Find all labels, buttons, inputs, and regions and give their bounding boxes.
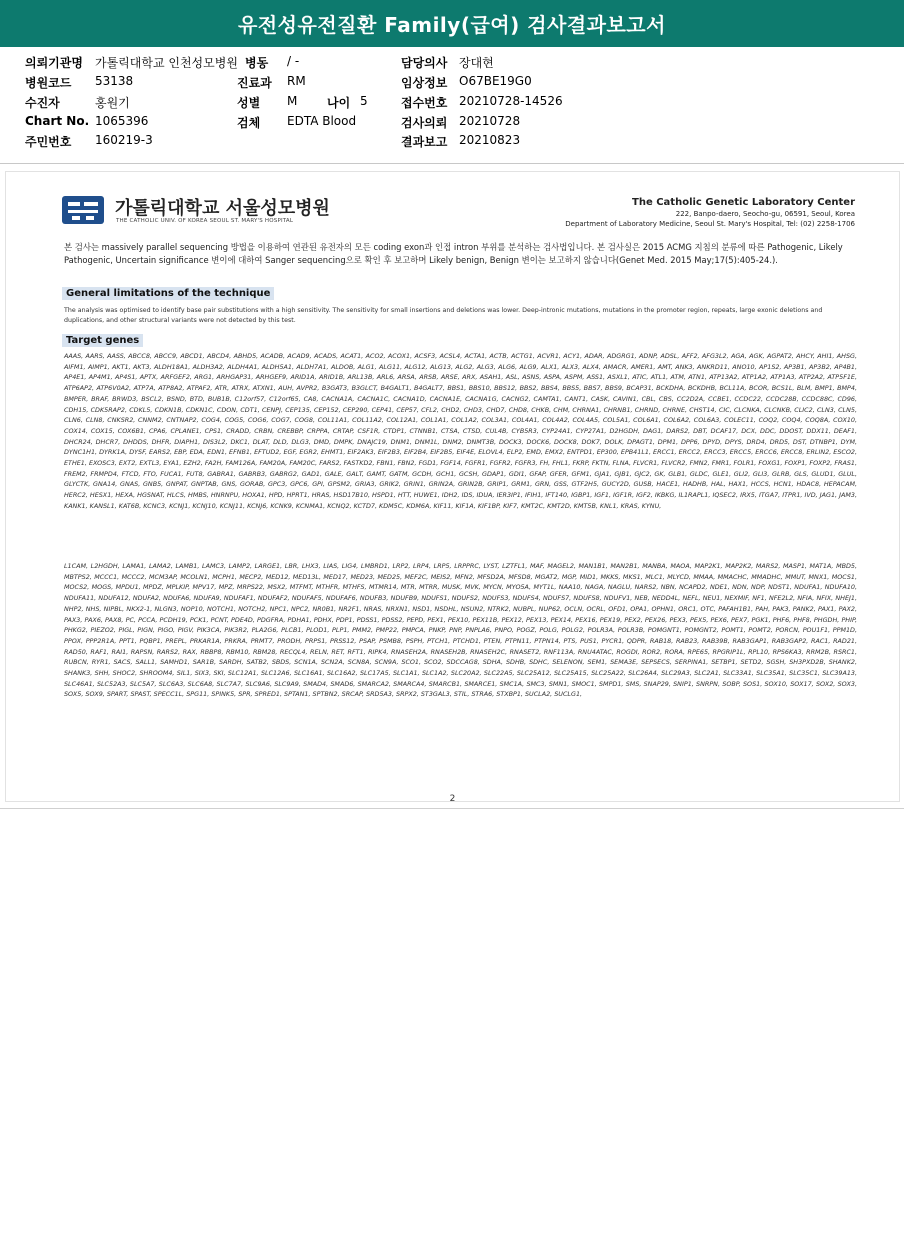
report-title-bar [0, 0, 904, 47]
examinee-label: 수진자 [25, 96, 60, 110]
limitations-heading: General limitations of the technique [62, 287, 274, 300]
lab-center-department: Department of Laboratory Medicine, Seoul St. Mary's Hospital, Tel: (02) 2258-1706 [565, 220, 855, 228]
bottom-divider [0, 808, 904, 809]
report-date-value: 20210823 [459, 133, 521, 147]
sex-value: M [287, 94, 298, 108]
specimen-value: EDTA Blood [287, 114, 357, 128]
page-number: 2 [449, 794, 456, 802]
clinical-info-label: 임상정보 [401, 76, 448, 90]
hospital-name: 가톨릭대학교 서울성모병원 [115, 198, 330, 219]
request-date-label: 검사의뢰 [401, 116, 448, 130]
specimen-label: 검체 [237, 116, 261, 130]
sex-label: 성별 [237, 96, 261, 110]
lab-center-address: 222, Banpo-daero, Seocho-gu, 06591, Seoul, Korea [675, 210, 855, 218]
gene-list-block-1: AAAS, AARS, AASS, ABCC8, ABCC9, ABCD1, ABCD4, ABHD5, ACADB, ACAD9, ACADS, ACAT1, ACO2, ACOX1, ACSF3, ACSL4, ACTA1, ACTB, ACTG1, ACVR1, ACY1, ADAR, ADGRG1, ADNP, ADSL, AFF2, AFG3L2, AGA, AGK, AGPAT2, AHCY, AHI1, AHSG, AIFM1, AIMP1, AKT1, AKT3, ALDH18A1, ALDH3A2, ALDH4A1, ALDH5A1, ALDH7A1, ALDOB, ALG1, ALG11, ALG12, ALG13, ALG2, ALG3, ALG6, ALG9, ALX1, ALX3, ALX4, AMACR, AMER1, AMT, ANK3, ANKRD11, ANO10, AP1S2, AP3B1, AP3B2, AP4B1, AP4E1, AP4M1, AP4S1, APTX, ARFGEF2, ARG1, ARHGAP31, ARHGEF9, ARID1A, ARID1B, ARL13B, ARL6, ARSA, ARSB, ARSE, ARX, ASAH1, ASL, ASNS, ASPA, ASPM, ASS1, ASXL1, ATIC, ATL1, ATM, ATN1, ATP13A2, ATP1A2, ATP1A3, ATP2A2, ATP5F1E, ATP6AP2, ATP6V0A2, ATP7A, ATP8A2, ATPAF2, ATR, ATRX, ATXN1, AUH, AVPR2, B3GAT3, B3GLCT, B4GALT1, B4GALT7, BBS1, BBS10, BBS12, BBS2, BBS4, BBS5, BBS7, BBS9, BCAP31, BCKDHA, BCKDHB, BCL11A, BCOR, BCS1L, BLM, BMP1, BMP4, BMPER, BRAF, BRWD3, BSCL2, BSND, BTD, BUB1B, C12orf57, C12orf65, CA8, CACNA1A, CACNA1C, CACNA1D, CACNA1E, CACNA1G, CACNG2, CAMTA1, CANT1, CASK, CAVIN1, CBL, CBS, CC2D2A, CCBE1, CCDC22, CCDC28B, CCDC88C, CD96, CDH15, CDK5RAP2, CDKL5, CDKN1B, CDKN1C, CDON, CDT1, CENPJ, CEP135, CEP152, CEP290, CEP41, CEP57, CFL2, CHD2, CHD3, CHD7, CHD8, CHKB, CHM, CHRNA1, CHRNB1, CHRND, CHRNE, CHST14, CIC, CLCNKA, CLCNKB, CLIC2, CLN3, CLN5, CLN6, CLN8, CNKSR2, CNNM2, CNTNAP2, COG4, COG5, COG6, COG7, COG8, COL11A1, COL11A2, COL12A1, COL1A1, COL1A2, COL3A1, COL4A1, COL4A2, COL4A5, COL5A1, COL6A1, COL6A2, COL6A3, COLEC11, COQ2, COQ4, COQ8A, COX10, COX14, COX15, COX6B1, CPA6, CPLANE1, CPS1, CRADD, CRBN, CREBBP, CRPPA, CRTAP, CSF1R, CTDP1, CTNNB1, CTSA, CTSD, CUL4B, CYB5R3, CYP24A1, CYP27A1, D2HGDH, DAG1, DARS2, DBT, DCAF17, DCX, DDC, DDOST, DDX11, DEAF1, DHCR24, DHCR7, DHDDS, DHFR, DIAPH1, DIS3L2, DKC1, DLAT, DLD, DLG3, DMD, DMPK, DNAJC19, DNM1, DNM1L, DNM2, DNMT3B, DOCK3, DOCK6, DOCK8, DOK7, DOLK, DPAGT1, DPM1, DPP6, DPYD, DPYS, DRD4, DRD5, DST, DTNBP1, DYM, DYNC1H1, DYRK1A, DYSF, EARS2, EBP, EDA, EDN1, EFNB1, EFTUD2, EGF, EGR2, EHMT1, EIF2AK3, EIF2B3, EIF2B4, EIF2B5, EIF4E, ELOVL4, ELP2, EMD, EMX2, ENTPD1, EP300, EPB41L1, ERCC1, ERCC2, ERCC3, ERCC5, ERCC6, ERCC8, ERLIN2, ESCO2, ETHE1, EXOSC3, EXT2, EXTL3, EYA1, EZH2, FA2H, FAM126A, FAM20A, FAM20C, FARS2, FASTKD2, FBN1, FBN2, FGD1, FGF14, FGFR1, FGFR2, FGFR3, FH, FHL1, FKRP, FKTN, FLNA, FLVCR1, FLVCR2, FMN2, FMR1, FOLR1, FOXG1, FOXP1, FOXP2, FRAS1, FREM2, FRMPD4, FTCD, FTO, FUCA1, FUT8, GABRA1, GABRB3, GABRG2, GAD1, GALE, GALT, GAMT, GATM, GCDH, GCH1, GCSH, GDAP1, GDI1, GFAP, GFER, GFM1, GJA1, GJB1, GJC2, GK, GLB1, GLDC, GLE1, GLI2, GLI3, GLRB, GLS, GLUD1, GLUL, GLYCTK, GNA14, GNAS, GNB5, GNPAT, GNPTAB, GNS, GORAB, GPC3, GPC6, GPI, GPSM2, GRIA3, GRIK2, GRIN1, GRIN2A, GRIN2B, GRIP1, GRM1, GRN, GSS, GTF2H5, GUCY2D, GUSB, HACE1, HADHB, HAL, HAX1, HCCS, HCN1, HDAC8, HEPACAM, HERC2, HESX1, HEXA, HGSNAT, HLCS, HMBS, HNRNPU, HOXA1, HPD, HPRT1, HRAS, HSD17B10, HSPD1, HTT, HUWE1, IDH2, IDS, IDUA, IER3IP1, IFIH1, IFT140, IGBP1, IGF1, IGF1R, IGF2, IKBKG, IL1RAPL1, IQSEC2, IRX5, ITGA7, ITPR1, IVD, JAG1, JAM3, KANK1, KANSL1, KAT6B, KCNC3, KCNJ1, KCNJ10, KCNJ11, KCNJ6, KCNK9, KCNMA1, KCNQ2, KCTD7, KDM5C, KDM6A, KIF11, KIF1A, KIF1BP, KIF7, KMT2C, KMT2D, KMT5B, KNL1, KRAS, KYNU, [64, 352, 857, 510]
receipt-label: 접수번호 [401, 96, 448, 110]
physician-label: 담당의사 [401, 56, 448, 70]
receipt-value: 20210728-14526 [459, 94, 563, 108]
lab-center-info [565, 197, 855, 228]
ward-label: 병동 [245, 56, 269, 70]
hospital-code-label: 병원코드 [25, 76, 72, 90]
hospital-code-value: 53138 [95, 74, 134, 88]
department-label: 진료과 [237, 76, 272, 90]
hospital-logo-icon [62, 194, 104, 226]
lab-center-name: The Catholic Genetic Laboratory Center [632, 197, 855, 208]
patient-info-panel [0, 54, 904, 154]
chart-no-label: Chart No. [25, 114, 90, 128]
ward-value: / - [287, 54, 300, 68]
limitations-text: The analysis was optimised to identify base pair substitutions with a high sensitivity. The sensitivity for small insertions and deletions was lower. Deep-intronic mutations, mutations in the promoter region, repeats, large exonic deletions and duplications, and other structural variants were not detected by this test. [64, 307, 823, 324]
institution-value: 가톨릭대학교 인천성모병원 [95, 56, 238, 70]
department-value: RM [287, 74, 306, 88]
age-value: 5 [360, 94, 368, 108]
hospital-english-name: THE CATHOLIC UNIV. OF KOREA SEOUL ST. MARY'S HOSPITAL [116, 218, 294, 224]
clinical-info-value: O67BE19G0 [459, 74, 532, 88]
report-title: 유전성유전질환 Family(급여) 검사결과보고서 [238, 13, 666, 37]
institution-label: 의뢰기관명 [25, 56, 83, 70]
age-label: 나이 [327, 96, 351, 110]
target-genes-heading: Target genes [62, 334, 143, 347]
chart-no-value: 1065396 [95, 114, 149, 128]
examinee-value: 홍원기 [95, 96, 130, 110]
id-number-label: 주민번호 [25, 135, 72, 149]
report-date-label: 결과보고 [401, 135, 448, 149]
report-page [5, 171, 900, 802]
physician-value: 장대현 [459, 56, 494, 70]
id-number-value: 160219-3 [95, 133, 153, 147]
divider [0, 163, 904, 164]
request-date-value: 20210728 [459, 114, 521, 128]
gene-list-block-2: L1CAM, L2HGDH, LAMA1, LAMA2, LAMB1, LAMC3, LAMP2, LARGE1, LBR, LHX3, LIAS, LIG4, LMBRD1, LRP2, LRP4, LRP5, LRPPRC, LYST, LZTFL1, MAF, MAGEL2, MAN1B1, MAN2B1, MANBA, MAOA, MAP2K1, MAP2K2, MARS2, MASP1, MAT1A, MBD5, MBTPS2, MCCC1, MCCC2, MCM3AP, MCOLN1, MCPH1, MECP2, MED12, MED13L, MED17, MED23, MED25, MEF2C, MEIS2, MFN2, MFSD2A, MFSD8, MGAT2, MGP, MID1, MKKS, MKS1, MLC1, MLYCD, MMAA, MMACHC, MMADHC, MMUT, MNX1, MOCS1, MOCS2, MOGS, MPDU1, MPDZ, MPLKIP, MPV17, MPZ, MRPS22, MSX2, MTFMT, MTHFR, MTHFS, MTMR14, MTR, MTRR, MUSK, MVK, MYCN, MYO5A, MYT1L, NAA10, NAGA, NAGLU, NARS2, NBN, NCAPD2, NDE1, NDN, NDP, NDST1, NDUFA1, NDUFA10, NDUFA11, NDUFA12, NDUFA2, NDUFA6, NDUFA9, NDUFAF1, NDUFAF2, NDUFAF5, NDUFAF6, NDUFB3, NDUFB9, NDUFS1, NDUFS2, NDUFS3, NDUFS4, NDUFS7, NDUFS8, NDUFV1, NEB, NEDD4L, NEFL, NEU1, NEXMIF, NF1, NFE2L2, NFIA, NFIX, NHEJ1, NHP2, NHS, NIPBL, NKX2-1, NLGN3, NOP10, NOTCH1, NOTCH2, NPC1, NPC2, NR0B1, NR2F1, NRAS, NRXN1, NSD1, NSDHL, NSUN2, NTRK2, NUBPL, NUP62, OCLN, OCRL, OFD1, OPA1, OPHN1, ORC1, OTC, PAFAH1B1, PAH, PAK3, PANK2, PAX1, PAX2, PAX3, PAX6, PAX8, PC, PCCA, PCDH19, PCK1, PCNT, PDE4D, PDGFRA, PDHA1, PDHX, PDP1, PDSS1, PDSS2, PEPD, PEX1, PEX10, PEX11B, PEX12, PEX13, PEX14, PEX16, PEX19, PEX2, PEX26, PEX3, PEX5, PEX6, PEX7, PGK1, PHF6, PHF8, PHGDH, PHIP, PHKG2, PIEZO2, PIGL, PIGN, PIGO, PIGV, PIK3CA, PIK3R2, PLA2G6, PLCB1, PLOD1, PLP1, PMM2, PMP22, PMPCA, PNKP, PNP, PNPLA6, PNPO, POGZ, POLG, POLG2, POLR3A, POLR3B, POMGNT1, POMGNT2, POMT1, POMT2, PORCN, POU1F1, PPM1D, PPOX, PPP2R1A, PPT1, PQBP1, PREPL, PRKAR1A, PRKRA, PRMT7, PRODH, PRPS1, PRSS12, PSAP, PSMB8, PSPH, PTCH1, PTCHD1, PTEN, PTPN11, PTPN14, PTS, PUS1, PYCR1, QDPR, RAB18, RAB23, RAB39B, RAB3GAP1, RAB3GAP2, RAC1, RAD21, RAD50, RAF1, RAI1, RAPSN, RARS2, RAX, RBBP8, RBM10, RBM28, RECQL4, RELN, RET, RFT1, RIPK4, RNASEH2A, RNASEH2B, RNASEH2C, RNASET2, RNF113A, RNU4ATAC, ROGDI, ROR2, RORA, RPE65, RPGRIP1L, RPL10, RPS6KA3, RRM2B, RSRC1, RUBCN, RYR1, SACS, SALL1, SAMHD1, SAR1B, SARDH, SATB2, SBDS, SCN1A, SCN2A, SCN8A, SCN9A, SCO1, SCO2, SDCCAG8, SDHA, SDHB, SDHC, SELENON, SEM1, SEMA3E, SEPSECS, SERPINA1, SETBP1, SETD2, SGSH, SH3PXD2B, SHANK2, SHANK3, SHH, SHOC2, SHROOM4, SIL1, SIX3, SKI, SLC12A1, SLC12A6, SLC16A1, SLC16A2, SLC17A5, SLC1A1, SLC1A2, SLC20A2, SLC22A5, SLC25A12, SLC25A15, SLC25A22, SLC26A4, SLC29A3, SLC2A1, SLC33A1, SLC35A1, SLC35C1, SLC39A13, SLC46A1, SLC52A3, SLC5A7, SLC6A3, SLC6A8, SLC7A7, SLC9A6, SLC9A9, SMAD4, SMAD6, SMARCA2, SMARCA4, SMARCB1, SMARCE1, SMC1A, SMC3, SMN1, SMOC1, SMPD1, SMS, SNAP29, SNIP1, SNRPN, SOBP, SOS1, SOX10, SOX17, SOX2, SOX3, SOX5, SOX9, SPART, SPAST, SPECC1L, SPG11, SPINK5, SPR, SPRED1, SPTAN1, SPTBN2, SRCAP, SRD5A3, SRPX2, ST3GAL3, STIL, STRA6, STXBP1, SUCLA2, SUCLG1, [64, 562, 857, 699]
intro-paragraph: 본 검사는 massively parallel sequencing 방법을 이용하여 연관된 유전자의 모든 coding exon과 인접 intron 부위를 분석하는 검사법입니다. 본 검사실은 2015 ACMG 지침의 분류에 따른 Pathogenic, Likely Pathogenic, Uncertain significance 변이에 대하여 Sanger sequencing으로 확인 후 보고하며 Likely benign, Benign 변이는 보고하지 않습니다(Genet Med. 2015 May;17(5):405-24.). [64, 242, 843, 265]
